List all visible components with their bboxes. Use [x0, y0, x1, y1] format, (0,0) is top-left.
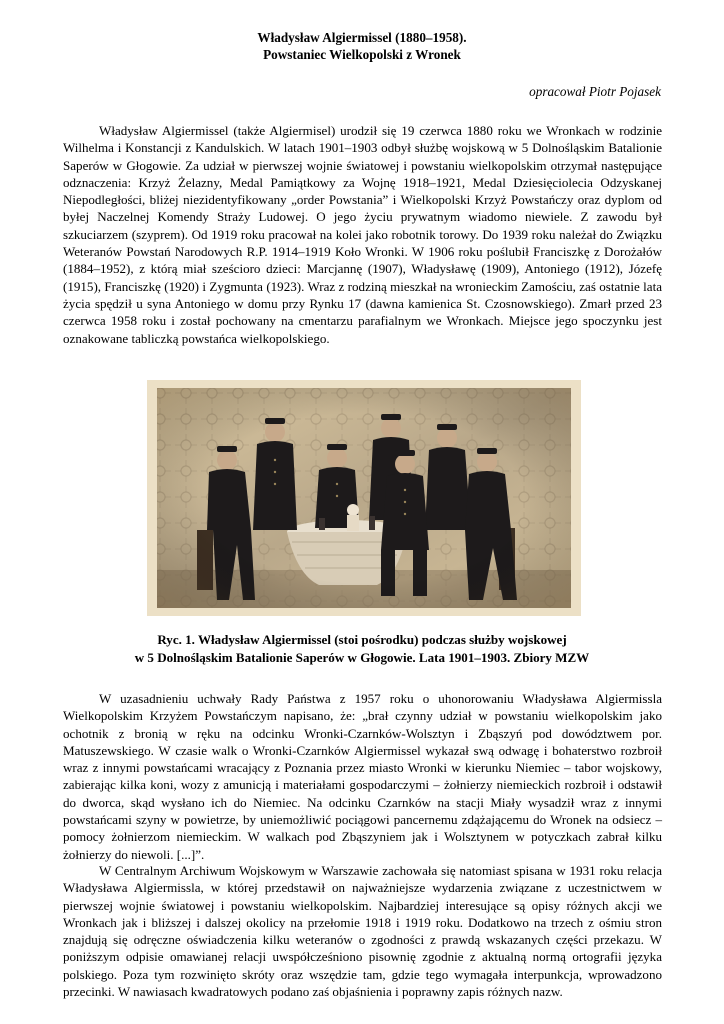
figure-caption-line1: Ryc. 1. Władysław Algiermissel (stoi pośrodku) podczas służby wojskowej: [157, 632, 567, 647]
figure-caption-line2: w 5 Dolnośląskim Batalionie Saperów w Głogowie. Lata 1901–1903. Zbiory MZW: [134, 650, 590, 665]
document-subtitle: Powstaniec Wielkopolski z Wronek: [263, 47, 461, 62]
document-title: Władysław Algiermissel (1880–1958).: [257, 30, 467, 45]
author-line: opracował Piotr Pojasek: [529, 84, 661, 99]
paragraph-state-council: W uzasadnieniu uchwały Rady Państwa z 1957 roku o uhonorowaniu Władysława Algiermissla Wielkopolskim Krzyżem Powstańczym napisano, że: „brał czynny udział w powstaniu wielkopolskim jako ochotnik z bronią w ręku na odcinku Wronki-Czarnków-Wolsztyn i Zbąszyń pod dowództwem por. Matuszewskiego. W czasie walk o Wronki-Czarnków Algiermissel wykazał swą odwagę i bohaterstwo rozbroił wraz z innymi powstańcami wracający z Poznania przez miasto Wronki w kierunku Niemiec – tabor wojskowy, zabierając kilka koni, wozy z amunicją i materiałami gospodarczymi – żołnierzy niemieckich rozbroił i odstawił do dworca, skąd wysłano ich do Niemiec. Na odcinku Czarnków na stacji Miały wysadził wraz z innymi powstańcami szyny w powietrze, by uniemożliwić pociągowi pancernemu zdążającemu do Wronek na odsiecz – pomocy żołnierzom niemieckim. W walkach pod Zbąszyniem jak i Wolsztynem w potyczkach zabrał kilku żołnierzy do niewoli. [...]”.: [63, 691, 662, 862]
historical-photograph: [147, 380, 581, 616]
paragraph-biography: Władysław Algiermissel (także Algiermisel) urodził się 19 czerwca 1880 roku we Wronkach w rodzinie Wilhelma i Konstancji z Kandulskich. W latach 1901–1903 odbył służbę wojskową w 5 Dolnośląskim Batalionie Saperów w Głogowie. Za udział w pierwszej wojnie światowej i powstaniu wielkopolskim otrzymał następujące odznaczenia: Krzyż Żelazny, Medal Pamiątkowy za Wojnę 1918–1921, Medal Dziesięciolecia Odzyskanej Niepodległości, bliżej niezidentyfikowany „order Powstania” i Wielkopolski Krzyż Powstańczy oraz dyplom od byłej Naczelnej Komendy Straży Ludowej. O jego życiu prywatnym wiadomo niewiele. Z zawodu był szkuciarzem (szyprem). Od 1919 roku pracował na kolei jako robotnik torowy. Do 1939 roku należał do Związku Weteranów Powstań Narodowych R.P. 1914–1919 Koło Wronki. W 1906 roku poślubił Franciszkę z Dorożałów (1884–1952), z którą miał sześcioro dzieci: Marcjannę (1907), Władysławę (1909), Antoniego (1912), Józefę (1915), Franciszkę (1920) i Zygmunta (1923). Wraz z rodziną mieszkał na wronieckim Zamościu, zaś ostatnie lata życia spędził u syna Antoniego w domu przy Rynku 17 (dawna kamienica St. Czosnowskiego). Zmarł przed 23 czerwca 1958 roku i został pochowany na cmentarzu parafialnym we Wronkach. Miejsce jego spoczynku jest oznakowane tabliczką powstańca wielkopolskiego.: [63, 123, 662, 346]
paragraph-archive: W Centralnym Archiwum Wojskowym w Warszawie zachowała się natomiast spisana w 1931 roku relacja Władysława Algiermissla, w której przedstawił on najważniejsze wydarzenia związane z uczestnictwem w pierwszej wojnie światowej i powstaniu wielkopolskim. Najbardziej interesujące są opisy różnych akcji we Wronkach jak i bliższej i dalszej okolicy na przełomie 1918 i 1919 roku. Dodatkowo na trzech z ośmiu stron znajdują się odręczne oświadczenia kilku weteranów o zgodności z prawdą wskazanych części przekazu. W poniższym odpisie omawianej relacji uwspółcześniono pisownię zgodnie z aktualną normą ortografii języka polskiego. Poza tym rozwinięto skróty oraz wszędzie tam, gdzie tego wymagała interpunkcja, wprowadzono przecinki. W nawiasach kwadratowych podano zaś objaśnienia i poprawny zapis różnych nazw.: [63, 863, 662, 1000]
